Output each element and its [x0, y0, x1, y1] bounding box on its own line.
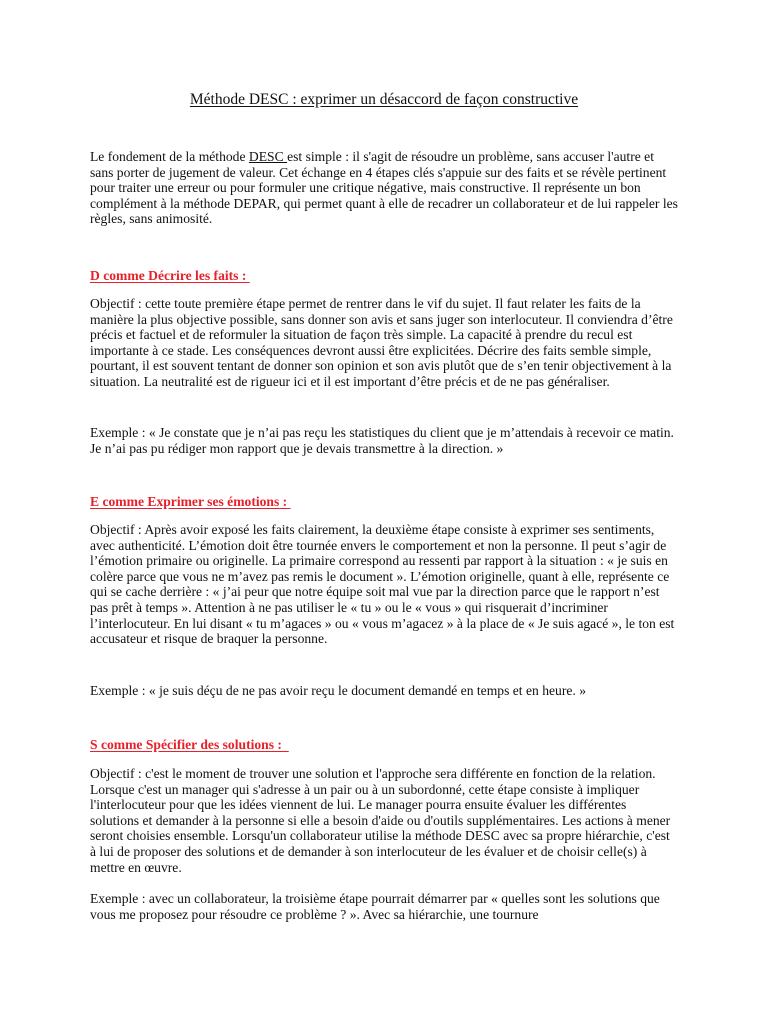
- section-example-decrire: Exemple : « Je constate que je n’ai pas reçu les statistiques du client que je m’attendais à recevoir ce matin. Je n’ai pas pu rédiger mon rapport que je devais transmettre à la direction. »: [90, 425, 674, 456]
- section-objective-specifier: Objectif : c'est le moment de trouver une solution et l'approche sera différente en fonction de la relation. Lorsque c'est un manager qui s'adresse à un pair ou à un subordonné, cette étape consiste à impliquer l'interlocuteur pour que les idées viennent de lui. Le manager pourra ensuite évaluer les différentes solutions et demander à la personne si elle a besoin d'aide ou d'outils supplémentaires. Les actions à mener seront choisies ensemble. Lorsqu'un collaborateur utilise la méthode DESC avec sa propre hiérarchie, c'est à lui de proposer des solutions et de demander à son interlocuteur de les évaluer et de choisir celle(s) à mettre en œuvre.: [90, 766, 671, 875]
- intro-paragraph: [90, 149, 678, 227]
- intro-text-after: est simple : il s'agit de résoudre un problème, sans accuser l'autre et sans porter de jugement de valeur. Cet échange en 4 étapes clés s'appuie sur des faits et se révèle pertinent pour traiter une erreur ou pour formuler une critique négative, mais constructive. Il représente un bon complément à la méthode DEPAR, qui permet quant à elle de recadrer un collaborateur et de lui rappeler les règles, sans animosité.: [90, 149, 678, 227]
- section-example-specifier: Exemple : avec un collaborateur, la troisième étape pourrait démarrer par « quelles sont les solutions que vous me proposez pour résoudre ce problème ? ». Avec sa hiérarchie, une tournure: [90, 891, 660, 922]
- section-objective-decrire: Objectif : cette toute première étape permet de rentrer dans le vif du sujet. Il faut relater les faits de la manière la plus objective possible, sans donner son avis et sans juger son interlocuteur. Il conviendra d’être précis et factuel et de reformuler la situation de façon très simple. La capacité à prendre du recul est importante à ce stade. Les conséquences devront aussi être explicitées. Décrire des faits semble simple, pourtant, il est souvent tentant de donner son opinion et son avis plutôt que de s’en tenir objectivement à la situation. La neutralité est de rigueur ici et il est important d’être précis et de ne pas généraliser.: [90, 296, 673, 389]
- section-heading-decrire: D comme Décrire les faits :: [90, 268, 250, 283]
- intro-text-before: Le fondement de la méthode: [90, 149, 249, 164]
- section-heading-exprimer: E comme Exprimer ses émotions :: [90, 494, 291, 509]
- document-title: Méthode DESC : exprimer un désaccord de façon constructive: [189, 91, 579, 108]
- section-heading-specifier: S comme Spécifier des solutions :: [90, 737, 289, 752]
- section-objective-exprimer: Objectif : Après avoir exposé les faits clairement, la deuxième étape consiste à exprimer ses sentiments, avec authenticité. L’émotion doit être tournée envers le comportement et non la personne. Il peut s’agir de l’émotion primaire ou originelle. La primaire correspond au ressenti par rapport à la situation : « je suis en colère parce que vous ne m’avez pas remis le document ». L’émotion originelle, quant à elle, représente ce qui se cache derrière : « j’ai peur que notre équipe soit mal vue par la direction parce que le rapport n’est pas prêt à temps ». Attention à ne pas utiliser le « tu » ou le « vous » qui risquerait d’incriminer l’interlocuteur. En lui disant « tu m’agaces » ou « vous m’agacez » à la place de « Je suis agacé », le ton est accusateur et risque de braquer la personne.: [90, 522, 675, 647]
- section-example-exprimer: Exemple : « je suis déçu de ne pas avoir reçu le document demandé en temps et en heure. »: [90, 683, 586, 698]
- desc-term: DESC: [248, 149, 288, 164]
